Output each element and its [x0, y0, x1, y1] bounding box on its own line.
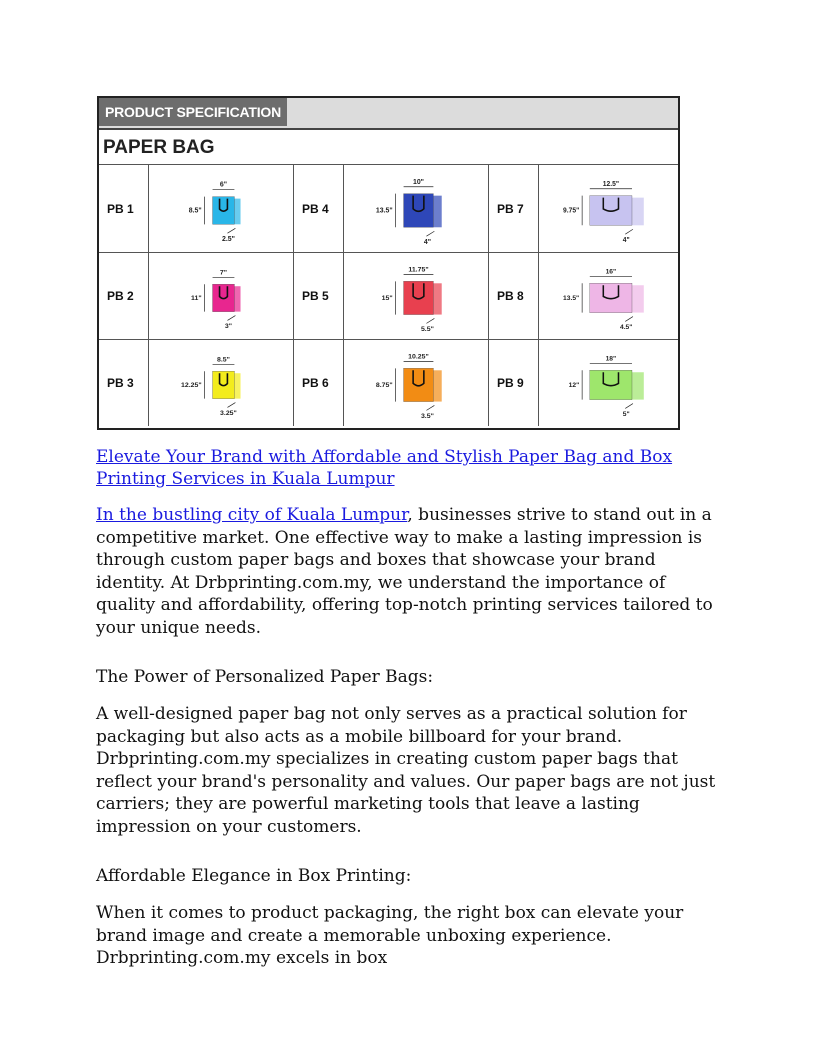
bag-illustration [344, 165, 489, 253]
article-heading-link[interactable]: Elevate Your Brand with Affordable and Stylish Paper Bag and Box Printing Services in Kuala Lumpur [96, 447, 673, 489]
bag-code: PB 4 [294, 165, 344, 253]
intro-paragraph [96, 504, 726, 639]
spec-header-bar [99, 98, 678, 130]
bag-width-label: 11.75" [408, 266, 429, 274]
intro-link[interactable]: In the bustling city of Kuala Lumpur [96, 505, 408, 525]
bag-body [404, 281, 434, 314]
bag-depth-label: 4.5" [619, 324, 633, 332]
bag-depth-label: 2.5" [221, 236, 235, 244]
bag-illustration [344, 340, 489, 426]
bag-height-label: 8.5" [188, 207, 202, 215]
bag-illustration [539, 340, 678, 426]
section1-body: A well-designed paper bag not only serves as a practical solution for packaging but also acts as a mobile billboard for your brand. Drbprinting.com.my specializes in creating custom paper bags that reflect your brand's personality and values. Our paper bags are not just carriers; they are powerful marketing tools that leave a lasting impression on your customers. [96, 704, 716, 837]
section2-body: When it comes to product packaging, the right box can elevate your brand image and create a memorable unboxing experience. Drbprinting.com.my excels in box [96, 903, 684, 968]
bag-width-label: 7" [219, 269, 228, 277]
spec-grid [99, 165, 678, 426]
bag-code: PB 2 [99, 253, 149, 340]
bag-illustration [149, 165, 294, 253]
bag-width-label: 18" [605, 355, 617, 363]
bag-illustration [149, 253, 294, 340]
bag-width-label: 8.5" [217, 356, 230, 364]
bag-depth-label: 4" [622, 237, 630, 245]
bag-depth-label: 5" [622, 411, 630, 419]
bag-height-label: 9.75" [563, 207, 580, 215]
bag-body [404, 368, 434, 401]
section1-title: The Power of Personalized Paper Bags: [96, 667, 434, 687]
bag-height-label: 11" [191, 294, 202, 302]
bag-height-label: 12" [568, 381, 580, 389]
bag-width-label: 6" [219, 181, 228, 189]
bag-height-label: 13.5" [375, 207, 393, 215]
bag-code: PB 1 [99, 165, 149, 253]
bag-code: PB 6 [294, 340, 344, 426]
spec-header-label: PRODUCT SPECIFICATION [99, 98, 287, 126]
bag-depth-label: 3.5" [420, 413, 434, 421]
bag-depth-label: 5.5" [420, 326, 434, 334]
intro-text: , businesses strive to stand out in a competitive market. One effective way to make a lasting impression is through custom paper bags and boxes that showcase your brand identity. At Drbprinting.com.my, we understand the importance of quality and affordability, offering top-notch printing services tailored to your unique needs. [96, 505, 713, 638]
bag-illustration [344, 253, 489, 340]
bag-code: PB 3 [99, 340, 149, 426]
bag-code: PB 8 [489, 253, 539, 340]
bag-width-label: 10.25" [408, 353, 429, 361]
bag-body [404, 194, 434, 228]
bag-width-label: 10" [412, 178, 424, 186]
bag-illustration [539, 165, 678, 253]
bag-height-label: 8.75" [375, 381, 393, 389]
bag-depth-label: 4" [423, 239, 431, 247]
bag-height-label: 13.5" [563, 294, 580, 302]
section2-title: Affordable Elegance in Box Printing: [96, 866, 412, 886]
spec-title: PAPER BAG [99, 130, 678, 165]
bag-illustration [149, 340, 294, 426]
bag-depth-label: 3" [224, 323, 233, 331]
bag-illustration [539, 253, 678, 340]
bag-width-label: 16" [605, 268, 617, 276]
bag-code: PB 7 [489, 165, 539, 253]
bag-height-label: 12.25" [181, 381, 202, 389]
product-spec-table [97, 96, 680, 430]
bag-code: PB 9 [489, 340, 539, 426]
bag-code: PB 5 [294, 253, 344, 340]
bag-depth-label: 3.25" [220, 410, 237, 418]
bag-height-label: 15" [381, 294, 393, 302]
bag-width-label: 12.5" [602, 180, 619, 188]
